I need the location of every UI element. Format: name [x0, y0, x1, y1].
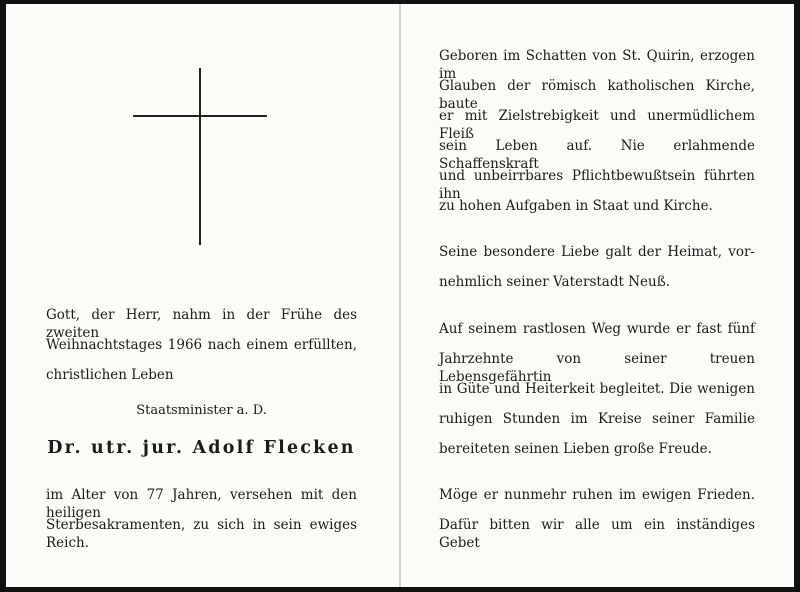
deceased-title: Staatsminister a. D. — [136, 403, 267, 418]
p1-line-2: Glauben der römisch katholischen Kirche, baute — [439, 78, 755, 112]
p4-line-1: Möge er nunmehr ruhen im ewigen Frieden. — [439, 487, 755, 503]
left-page — [6, 4, 399, 587]
p1-line-3: er mit Zielstrebigkeit und unermüdlichem Fleiß — [439, 108, 755, 142]
p3-line-1: Auf seinem rastlosen Weg wurde er fast fünf — [439, 321, 755, 337]
intro-line-1: Gott, der Herr, nahm in der Frühe des zweiten — [46, 307, 357, 341]
p3-line-4: ruhigen Stunden im Kreise seiner Familie — [439, 411, 755, 427]
intro-line-2: Weihnachtstages 1966 nach einem erfüllten, — [46, 337, 357, 353]
p1-line-4: sein Leben auf. Nie erlahmende Schaffenskraft — [439, 138, 755, 172]
cross-icon-horizontal — [133, 115, 267, 117]
page-fold — [399, 4, 401, 587]
p3-line-5: bereiteten seinen Lieben große Freude. — [439, 441, 712, 457]
p1-line-6: zu hohen Aufgaben in Staat und Kirche. — [439, 198, 713, 214]
p2-line-2: nehmlich seiner Vaterstadt Neuß. — [439, 274, 671, 290]
closing-line-2: Sterbesakramenten, zu sich in sein ewiges Reich. — [46, 517, 357, 551]
p3-line-3: in Güte und Heiterkeit begleitet. Die wenigen — [439, 381, 755, 397]
p2-line-1: Seine besondere Liebe galt der Heimat, vor- — [439, 244, 755, 260]
p1-line-1: Geboren im Schatten von St. Quirin, erzogen im — [439, 48, 755, 82]
right-page — [401, 4, 794, 587]
deceased-name: Dr. utr. jur. Adolf Flecken — [47, 438, 356, 458]
p3-line-2: Jahrzehnte von seiner treuen Lebensgefährtin — [439, 351, 755, 385]
closing-line-1: im Alter von 77 Jahren, versehen mit den heiligen — [46, 487, 357, 521]
p1-line-5: und unbeirrbares Pflichtbewußtsein führten ihn — [439, 168, 755, 202]
p4-line-2: Dafür bitten wir alle um ein inständiges Gebet — [439, 517, 755, 551]
cross-icon-vertical — [199, 68, 201, 245]
intro-line-3: christlichen Leben — [46, 367, 174, 383]
